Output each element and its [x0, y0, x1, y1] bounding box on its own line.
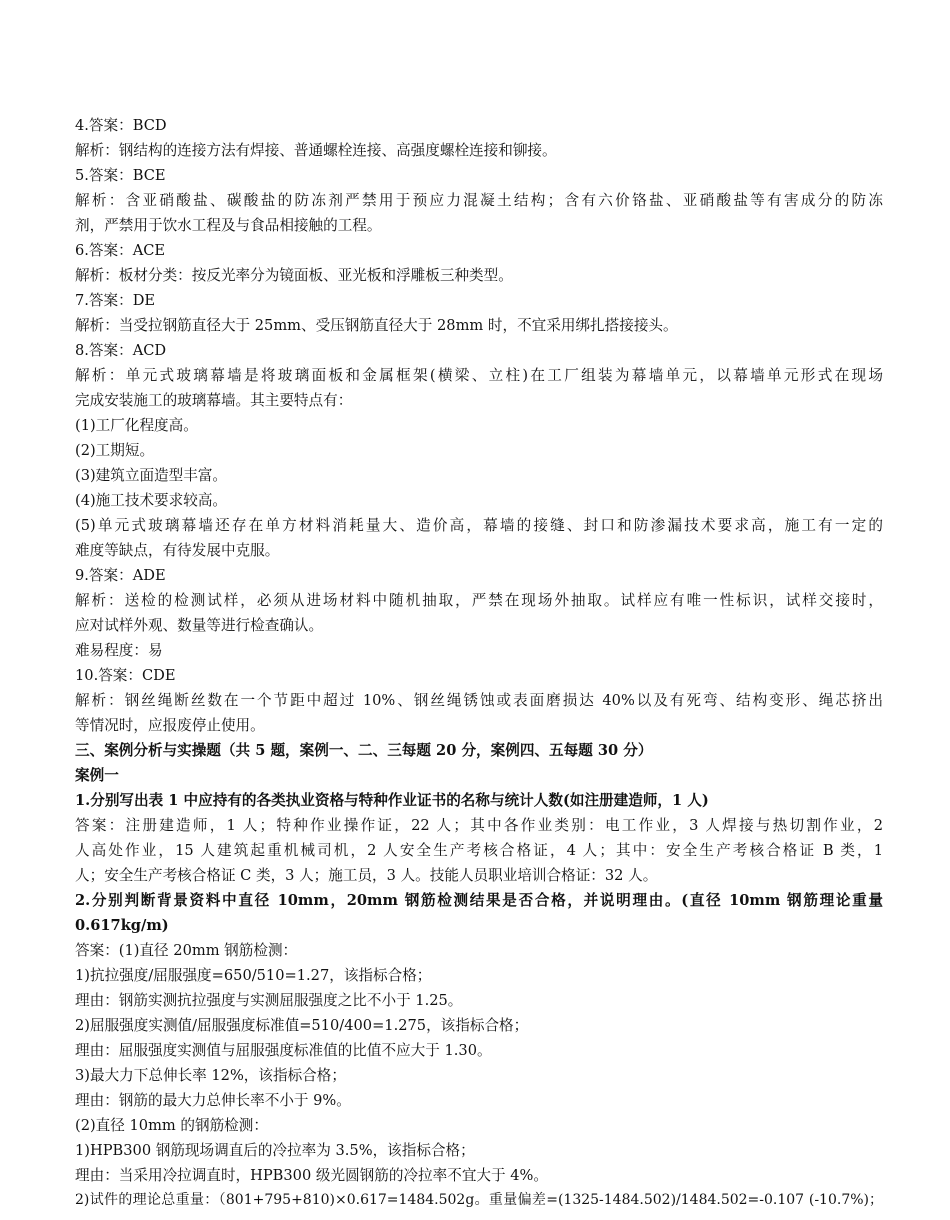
text-line: (2)工期短。	[75, 442, 155, 459]
text-line: 难度等缺点，有待发展中克服。	[75, 542, 280, 559]
text-line: 1)抗拉强度/屈服强度=650/510=1.27，该指标合格；	[75, 967, 432, 984]
text-line: 难易程度：易	[75, 642, 163, 659]
text-line: 9.答案：ADE	[75, 567, 166, 584]
text-line: 理由：钢筋的最大力总伸长率不小于 9%。	[75, 1092, 351, 1109]
document-page	[75, 113, 883, 1213]
text-line: 理由：钢筋实测抗拉强度与实测屈服强度之比不小于 1.25。	[75, 992, 463, 1009]
text-line: 解析：送检的检测试样，必须从进场材料中随机抽取，严禁在现场外抽取。试样应有唯一性标识，试样交接时，	[75, 592, 883, 609]
text-line: 解析：板材分类：按反光率分为镜面板、亚光板和浮雕板三种类型。	[75, 267, 513, 284]
text-line: 6.答案：ACE	[75, 242, 166, 259]
text-line: 人高处作业，15 人建筑起重机械司机，2 人安全生产考核合格证，4 人；其中：安全生产考核合格证 B 类，1	[75, 842, 883, 859]
text-line: 等情况时，应报废停止使用。	[75, 717, 265, 734]
text-line: 2)屈服强度实测值/屈服强度标准值=510/400=1.275，该指标合格；	[75, 1017, 529, 1034]
text-line: 4.答案：BCD	[75, 117, 167, 134]
text-line: 7.答案：DE	[75, 292, 156, 309]
text-line: (1)工厂化程度高。	[75, 417, 198, 434]
text-line: 应对试样外观、数量等进行检查确认。	[75, 617, 324, 634]
text-line: 案例一	[75, 767, 119, 784]
text-line: (4)施工技术要求较高。	[75, 492, 228, 509]
text-line: 8.答案：ACD	[75, 342, 167, 359]
text-line: 解析：含亚硝酸盐、碳酸盐的防冻剂严禁用于预应力混凝土结构；含有六价铬盐、亚硝酸盐等有害成分的防冻	[75, 192, 883, 209]
text-line: 3)最大力下总伸长率 12%，该指标合格；	[75, 1067, 346, 1084]
text-line: 1)HPB300 钢筋现场调直后的冷拉率为 3.5%，该指标合格；	[75, 1142, 475, 1159]
text-line: 0.617kg/m)	[75, 917, 169, 934]
text-line: 理由：屈服强度实测值与屈服强度标准值的比值不应大于 1.30。	[75, 1042, 492, 1059]
text-line: 解析：钢丝绳断丝数在一个节距中超过 10%、钢丝绳锈蚀或表面磨损达 40%以及有死弯、结构变形、绳芯挤出	[75, 692, 883, 709]
text-line: 人；安全生产考核合格证 C 类，3 人；施工员，3 人。技能人员职业培训合格证：32 人。	[75, 867, 658, 884]
text-line: 5.答案：BCE	[75, 167, 166, 184]
text-line: 答案：注册建造师，1 人；特种作业操作证，22 人；其中各作业类别：电工作业，3 人焊接与热切割作业，2	[75, 817, 883, 834]
text-line: 答案：(1)直径 20mm 钢筋检测：	[75, 942, 298, 959]
text-line: 理由：当采用冷拉调直时，HPB300 级光圆钢筋的冷拉率不宜大于 4%。	[75, 1167, 548, 1184]
text-line: 2)试件的理论总重量：（801+795+810)×0.617=1484.502g。重量偏差=(1325-1484.502)/1484.502=-0.107 (-10.7%)；	[75, 1192, 883, 1208]
text-line: (5)单元式玻璃幕墙还存在单方材料消耗量大、造价高，幕墙的接缝、封口和防渗漏技术要求高，施工有一定的	[75, 517, 883, 534]
text-line: 2.分别判断背景资料中直径 10mm，20mm 钢筋检测结果是否合格，并说明理由。(直径 10mm 钢筋理论重量	[75, 892, 883, 909]
text-line: 完成安装施工的玻璃幕墙。其主要特点有：	[75, 392, 353, 409]
text-line: 1.分别写出表 1 中应持有的各类执业资格与特种作业证书的名称与统计人数(如注册建造师，1 人)	[75, 792, 709, 809]
text-line: 解析：当受拉钢筋直径大于 25mm、受压钢筋直径大于 28mm 时，不宜采用绑扎搭接接头。	[75, 317, 678, 334]
text-line: 10.答案：CDE	[75, 667, 176, 684]
text-line: 三、案例分析与实操题（共 5 题，案例一、二、三每题 20 分，案例四、五每题 30 分）	[75, 742, 653, 759]
text-line: 解析：单元式玻璃幕墙是将玻璃面板和金属框架(横梁、立柱)在工厂组装为幕墙单元，以幕墙单元形式在现场	[75, 367, 883, 384]
text-line: (2)直径 10mm 的钢筋检测：	[75, 1117, 268, 1134]
text-line: 解析：钢结构的连接方法有焊接、普通螺栓连接、高强度螺栓连接和铆接。	[75, 142, 557, 159]
text-line: (3)建筑立面造型丰富。	[75, 467, 228, 484]
text-line: 剂，严禁用于饮水工程及与食品相接触的工程。	[75, 217, 382, 234]
